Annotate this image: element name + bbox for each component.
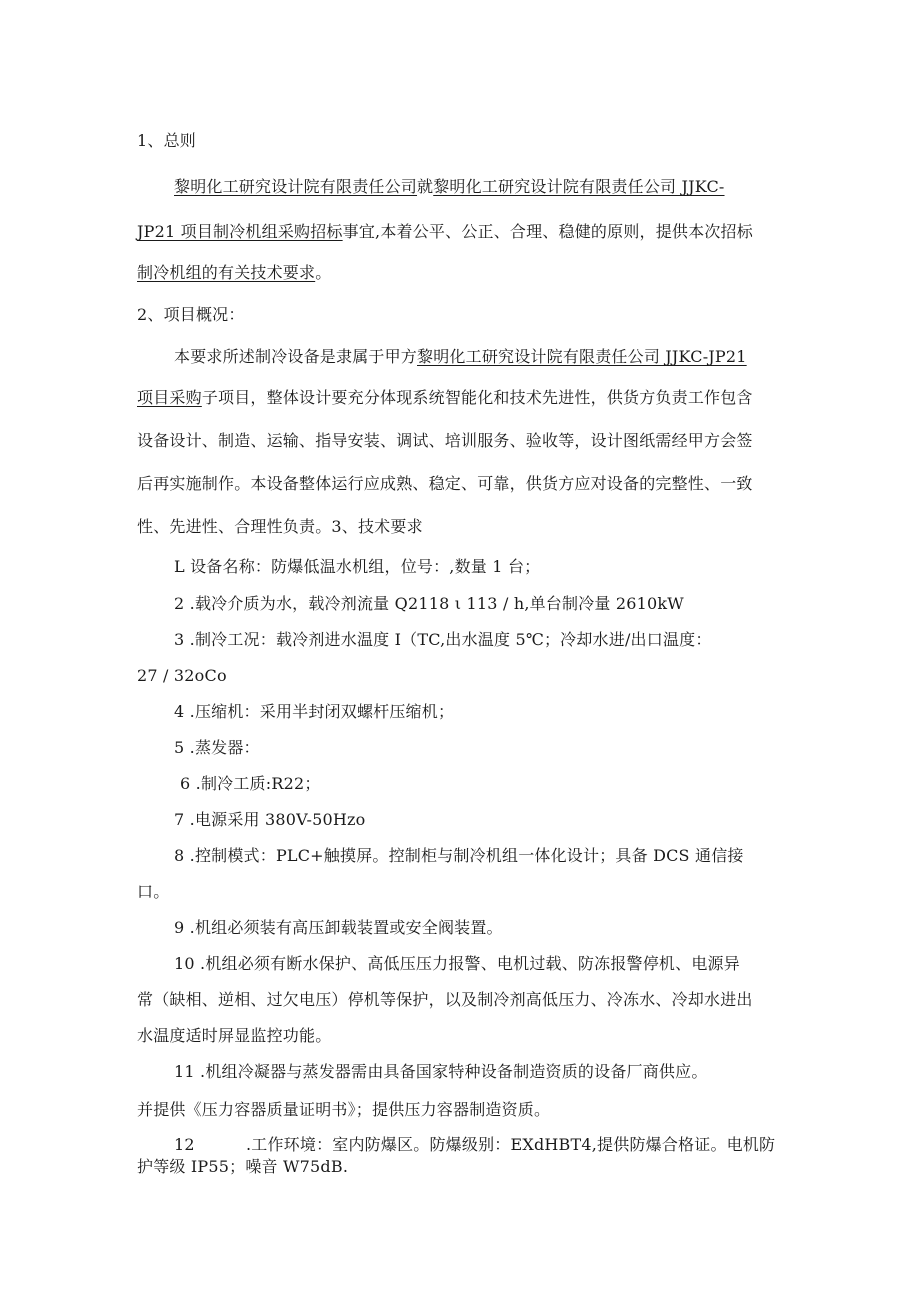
- item-5: 5 .蒸发器：: [174, 738, 260, 757]
- item-1: L 设备名称：防爆低温水机组，位号：,数量 1 台；: [174, 557, 541, 576]
- section-2-heading: 2、项目概况：: [137, 305, 245, 324]
- item-3-line-2: 27 / 32oCo: [137, 666, 227, 685]
- item-3-line-1: 3 .制冷工况：载冷剂进水温度 I（TC,出水温度 5℃；冷却水进/出口温度：: [174, 630, 712, 649]
- section-1-heading: 1、总则: [137, 131, 196, 150]
- item-12-line-1: .工作环境：室内防爆区。防爆级别：EXdHBT4,提供防爆合格证。电机防: [246, 1135, 776, 1154]
- item-11-line-2: 并提供《压力容器质量证明书》；提供压力容器制造资质。: [137, 1100, 551, 1119]
- item-12-number: 12: [174, 1135, 195, 1154]
- item-2: 2 .载冷介质为水，载冷剂流量 Q2118 ι 113 / h,单台制冷量 2610kW: [174, 594, 684, 613]
- item-4: 4 .压缩机：采用半封闭双螺杆压缩机；: [174, 702, 455, 721]
- item-8-line-1: 8 .控制模式：PLC+触摸屏。控制柜与制冷机组一体化设计；具备 DCS 通信接: [174, 846, 744, 865]
- section-2-line-3: 设备设计、制造、运输、指导安装、调试、培训服务、验收等，设计图纸需经甲方会签: [137, 431, 753, 450]
- section-1-line-2: JP21 项目制冷机组采购招标事宜,本着公平、公正、合理、稳健的原则，提供本次招标: [137, 222, 753, 241]
- project-procurement-link-2: 项目采购: [137, 388, 202, 407]
- section-2-line-1: 本要求所述制冷设备是隶属于甲方黎明化工研究设计院有限责任公司 JJKC-JP21: [174, 347, 747, 366]
- tech-requirements-link: 制冷机组的有关技术要求: [137, 263, 316, 282]
- item-10-line-1: 10 .机组必须有断水保护、高低压压力报警、电机过载、防冻报警停机、电源异: [174, 954, 740, 973]
- item-7: 7 .电源采用 380V-50Hzo: [174, 810, 366, 829]
- section-2-line-5: 性、先进性、合理性负责。3、技术要求: [137, 517, 423, 536]
- company-project-link-2: 黎明化工研究设计院有限责任公司 JJKC-JP21: [417, 347, 747, 366]
- company-name-link: 黎明化工研究设计院有限责任公司: [174, 177, 418, 196]
- company-project-link: 黎明化工研究设计院有限责任公司 JJKC-: [433, 177, 725, 196]
- section-2-line-2: 项目采购子项目，整体设计要充分体现系统智能化和技术先进性，供货方负责工作包含: [137, 388, 753, 407]
- section-1-line-1: 黎明化工研究设计院有限责任公司就黎明化工研究设计院有限责任公司 JJKC-: [174, 177, 725, 196]
- section-1-line-3: 制冷机组的有关技术要求。: [137, 263, 332, 282]
- item-12-line-2: 护等级 IP55；噪音 W75dB.: [137, 1157, 349, 1176]
- item-10-line-3: 水温度适时屏显监控功能。: [137, 1026, 332, 1045]
- section-2-line-4: 后再实施制作。本设备整体运行应成熟、稳定、可靠，供货方应对设备的完整性、一致: [137, 474, 753, 493]
- item-8-line-2: 口。: [137, 882, 170, 901]
- item-9: 9 .机组必须装有高压卸载装置或安全阀装置。: [174, 918, 503, 937]
- project-procurement-link: JP21 项目制冷机组采购招标: [137, 222, 343, 241]
- item-11-line-1: 11 .机组冷凝器与蒸发器需由具备国家特种设备制造资质的设备厂商供应。: [174, 1062, 708, 1081]
- item-10-line-2: 常（缺相、逆相、过欠电压）停机等保护，以及制冷剂高低压力、冷冻水、冷却水进出: [137, 990, 753, 1009]
- item-6: 6 .制冷工质:R22；: [180, 774, 321, 793]
